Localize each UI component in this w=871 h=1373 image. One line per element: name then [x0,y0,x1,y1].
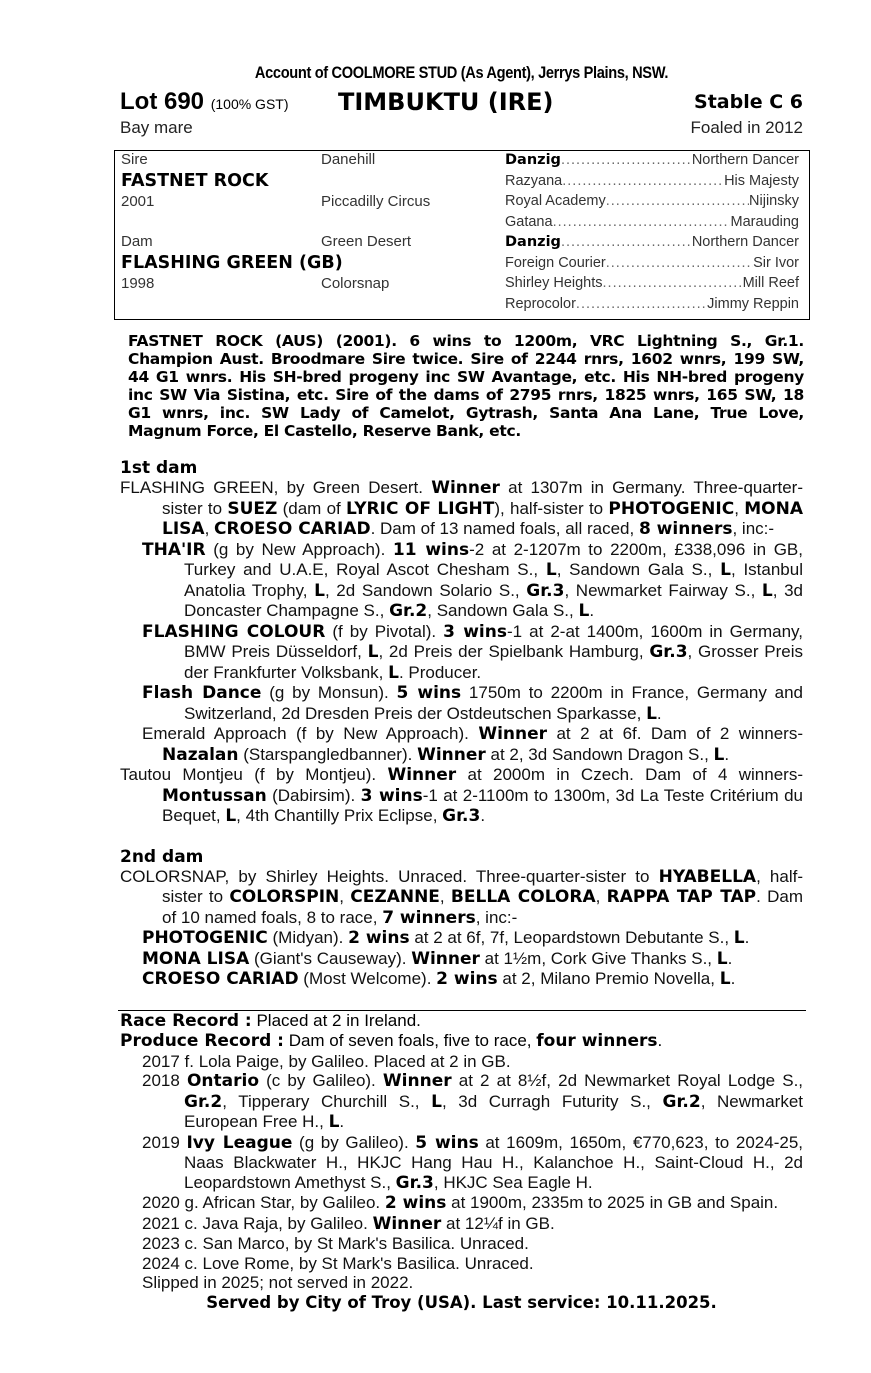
catalogue-page [120,62,803,1313]
ancestor-sire: Marauding [730,213,799,230]
ancestor-name: Royal Academy [505,193,606,209]
produce-entry: 2024 c. Love Rome, by St Mark's Basilica. Unraced. [142,1253,534,1273]
produce-entry: 2021 c. Java Raja, by Galileo. Winner at 12¼f in GB. [142,1213,555,1234]
produce-entry: 2018 Ontario (c by Galileo). Winner at 2 at 8½f, 2d Newmarket Royal Lodge S., Gr.2, Tipperary Churchill S., L, 3d Curragh Futurity S., Gr.2, Newmarket European Free H., L. [142,1071,804,1132]
ancestor-row [505,152,799,168]
ancestor-name: Gatana [505,213,553,230]
horse-name: TIMBUKTU (IRE) [338,88,554,116]
leader-dots [561,234,692,250]
race-record: Race Record : Placed at 2 in Ireland. [120,1010,421,1031]
dam-year: 1998 [121,275,155,292]
progeny-entry: Flash Dance (g by Monsun). 5 wins 1750m to 2200m in France, Germany and Switzerland, 2d Dresden Preis der Ostdeutschen Sparkasse, L. [142,683,803,724]
dam-name: FLASHING GREEN (GB) [121,253,343,273]
produce-record: Produce Record : Dam of seven foals, five to race, four winners. [120,1031,663,1051]
ancestor-name: Foreign Courier [505,254,606,271]
progeny-entry: COLORSNAP, by Shirley Heights. Unraced. Three-quarter-sister to HYABELLA, half-sister to COLORSPIN, CEZANNE, BELLA COLORA, RAPPA TAP TAP. Dam of 10 named foals, 8 to race, 7 winners, inc:- [120,866,804,928]
ancestor-sire: Jimmy Reppin [707,295,799,312]
leader-dots [606,255,753,271]
ancestor-sire: Northern Dancer [691,152,799,168]
produce-entry: 2017 f. Lola Paige, by Galileo. Placed at 2 in GB. [142,1051,511,1071]
race-record-label: Race Record : [120,1010,252,1031]
sire-label: Sire [121,151,148,168]
leader-dots [553,214,731,230]
produce-entry: Slipped in 2025; not served in 2022. [142,1273,414,1292]
progeny-entry: MONA LISA (Giant's Causeway). Winner at 1½m, Cork Give Thanks S., L. [142,948,733,969]
sire-sire: Danehill [321,151,376,168]
leader-dots [603,275,743,291]
leader-dots [562,173,724,189]
second-dam-section [120,867,803,990]
ancestor-row [505,255,799,271]
ancestor-name: Shirley Heights [505,275,603,291]
progeny-entry: THA'IR (g by New Approach). 11 wins-2 at 2-1207m to 2200m, £338,096 in GB, Turkey and U.A.E, Royal Ascot Chesham S., L, Sandown Gala S., L, Istanbul Anatolia Trophy, L, 2d Sandown Solario S., Gr.3, Newmarket Fairway S., L, 3d Doncaster Champagne S., Gr.2, Sandown Gala S., L. [142,539,804,621]
second-dam-heading: 2nd dam [120,846,204,867]
ancestor-row [505,234,799,250]
gst-note: (100% GST) [210,96,289,112]
ancestor-row [505,193,799,209]
lot-header [120,88,803,116]
ancestor-name: Reprocolor [505,295,576,312]
horse-details [120,118,803,140]
progeny-entry: CROESO CARIAD (Most Welcome). 2 wins at 2, Milano Premio Novella, L. [142,969,736,989]
sire-name: FASTNET ROCK [121,171,269,191]
ancestor-sire: Northern Dancer [691,234,799,250]
dam-label: Dam [121,233,153,250]
produce-list [120,1052,803,1293]
foaled-year: Foaled in 2012 [690,118,803,137]
ancestor-row [505,275,799,291]
leader-dots [576,296,707,312]
progeny-entry: Tautou Montjeu (f by Montjeu). Winner at 2000m in Czech. Dam of 4 winners- Montussan (Dabirsim). 3 wins-1 at 2-1100m to 1300m, 3d La Teste Critérium du Bequet, L, 4th Chantilly Prix Eclipse, Gr.3. [120,765,803,826]
ancestor-name: Razyana [505,172,563,189]
ancestor-sire: His Majesty [724,172,799,189]
ancestor-sire: Sir Ivor [753,254,799,271]
leader-dots [561,152,692,168]
stable-location: Stable C 6 [694,91,803,113]
lot-number: Lot 690 (100% GST) [120,88,289,115]
vendor-account: Account of COOLMORE STUD (As Agent), Jerrys Plains, NSW. [254,63,669,82]
first-dam-section [120,478,803,827]
progeny-entry: FLASHING GREEN, by Green Desert. Winner at 1307m in Germany. Three-quarter-sister to SUEZ (dam of LYRIC OF LIGHT), half-sister to PHOTOGENIC, MONA LISA, CROESO CARIAD. Dam of 13 named foals, all raced, 8 winners, inc:- [120,478,803,539]
ancestor-row [505,214,799,230]
first-dam-heading: 1st dam [120,458,198,478]
ancestor-row [505,173,799,189]
ancestor-sire: Nijinsky [749,193,799,209]
leader-dots [606,193,749,209]
ancestor-row [505,296,799,312]
produce-record-label: Produce Record : [120,1031,284,1051]
sire-summary: FASTNET ROCK (AUS) (2001). 6 wins to 1200m, VRC Lightning S., Gr.1. Champion Aust. Broodmare Sire twice. Sire of 2244 rnrs, 1602 wnrs, 199 SW, 44 G1 wnrs. His SH-bred progeny inc SW Avantage, etc. His NH-bred progeny inc SW Via Sistina, etc. Sire of the dams of 2795 rnrs, 1825 wnrs, 165 SW, 18 G1 wnrs, inc. SW Lady of Camelot, Gytrash, Santa Ana Lane, True Love, Magnum Force, El Castello, Reserve Bank, etc. [128,332,804,440]
produce-entry: 2020 g. African Star, by Galileo. 2 wins at 1900m, 2335m to 2025 in GB and Spain. [142,1193,779,1213]
served-note: Served by City of Troy (USA). Last service: 10.11.2025. [206,1292,717,1312]
produce-entry: 2023 c. San Marco, by St Mark's Basilica. Unraced. [142,1234,529,1253]
progeny-entry: Emerald Approach (f by New Approach). Winner at 2 at 6f. Dam of 2 winners- Nazalan (Starspangledbanner). Winner at 2, 3d Sandown Dragon S., L. [142,724,803,765]
ancestor-name: Danzig [505,152,561,168]
sire-dam: Piccadilly Circus [321,193,431,210]
sire-year: 2001 [121,193,155,210]
progeny-entry: PHOTOGENIC (Midyan). 2 wins at 2 at 6f, 7f, Leopardstown Debutante S., L. [142,928,750,948]
ancestor-sire: Mill Reef [742,275,799,291]
progeny-entry: FLASHING COLOUR (f by Pivotal). 3 wins-1 at 2-at 1400m, 1600m in Germany, BMW Preis Düsseldorf, L, 2d Preis der Spielbank Hamburg, Gr.3, Grosser Preis der Frankfurter Volksbank, L. Producer. [142,621,804,683]
dam-sire: Green Desert [321,233,412,250]
pedigree-table [114,150,810,320]
colour-sex: Bay mare [120,118,193,137]
produce-entry: 2019 Ivy League (g by Galileo). 5 wins at 1609m, 1650m, €770,623, to 2024-25, Naas Blackwater H., HKJC Hang Hau H., Kalanchoe H., Saint-Cloud H., 2d Leopardstown Amethyst S., Gr.3, HKJC Sea Eagle H. [142,1132,803,1193]
dam-dam: Colorsnap [321,275,390,292]
ancestor-name: Danzig [505,234,561,250]
